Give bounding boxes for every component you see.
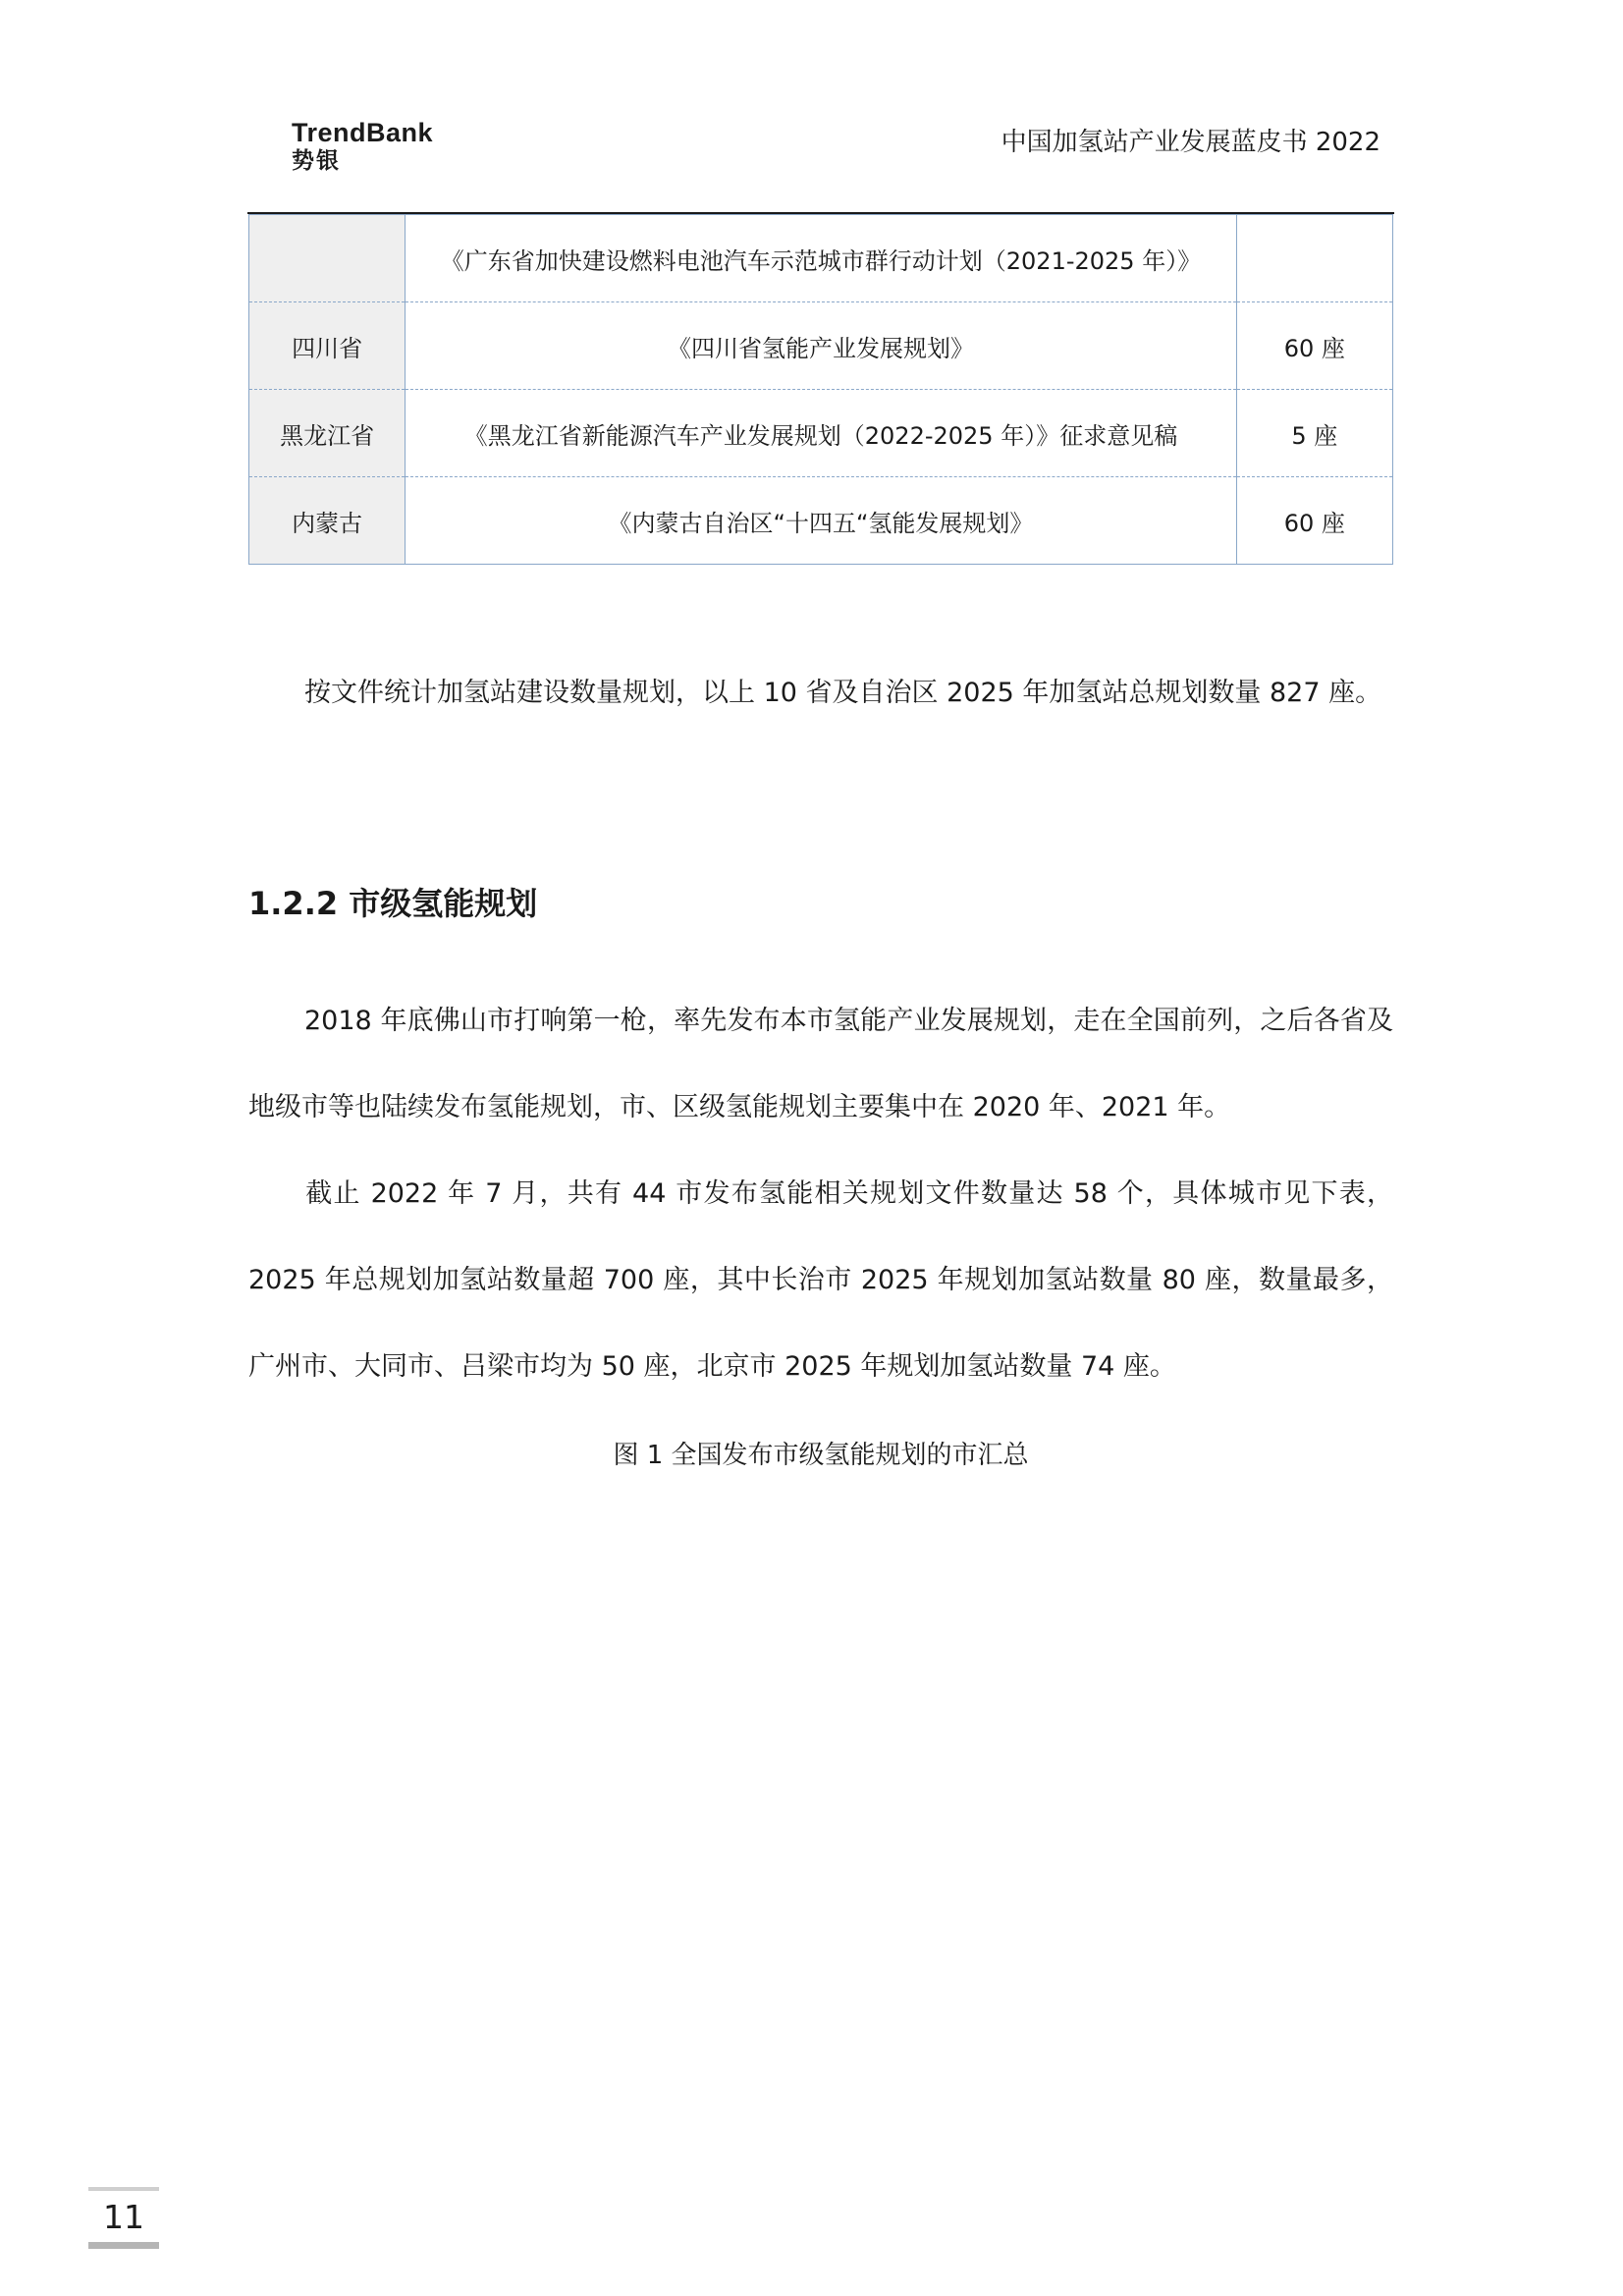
page-number: 11	[103, 2198, 144, 2236]
summary-paragraph-text: 按文件统计加氢站建设数量规划，以上 10 省及自治区 2025 年加氢站总规划数量 827 座。	[304, 678, 1382, 708]
logo-text-en: TrendBank	[292, 118, 434, 147]
figure-caption: 图 1 全国发布市级氢能规划的市汇总	[613, 1441, 1029, 1470]
station-count-cell: 60 座	[1236, 302, 1392, 390]
document-cell: 《黑龙江省新能源汽车产业发展规划（2022-2025 年）》征求意见稿	[406, 390, 1236, 477]
document-cell: 《四川省氢能产业发展规划》	[406, 302, 1236, 390]
body-paragraph	[248, 978, 1393, 1151]
page-number-bar-bottom	[88, 2242, 159, 2249]
station-count-cell: 5 座	[1236, 390, 1392, 477]
station-count-cell: 60 座	[1236, 477, 1392, 565]
document-cell: 《广东省加快建设燃料电池汽车示范城市群行动计划（2021-2025 年）》	[406, 215, 1236, 302]
summary-paragraph	[248, 650, 1393, 737]
provincial-plan-table	[248, 214, 1393, 565]
document-cell: 《内蒙古自治区“十四五“氢能发展规划》	[406, 477, 1236, 565]
province-cell: 黑龙江省	[249, 390, 406, 477]
table-row	[249, 302, 1393, 390]
body-paragraph-text: 2018 年底佛山市打响第一枪，率先发布本市氢能产业发展规划，走在全国前列，之后各省及地级市等也陆续发布氢能规划，市、区级氢能规划主要集中在 2020 年、2021 年。	[248, 1006, 1393, 1122]
logo-text-cn: 势银	[292, 148, 341, 174]
table-row	[249, 215, 1393, 302]
page-number-bar-top	[88, 2187, 159, 2191]
body-paragraph-text: 截止 2022 年 7 月，共有 44 市发布氢能相关规划文件数量达 58 个，具体城市见下表，2025 年总规划加氢站数量超 700 座，其中长治市 2025 年规划加氢站数量 80 座，数量最多，广州市、大同市、吕梁市均为 50 座，北京市 2025 年规划加氢站数量 74 座。	[248, 1178, 1393, 1382]
station-count-cell	[1236, 215, 1392, 302]
trendbank-logo	[292, 118, 433, 175]
section-heading: 1.2.2 市级氢能规划	[248, 885, 538, 922]
table-row	[249, 477, 1393, 565]
province-cell: 四川省	[249, 302, 406, 390]
document-title: 中国加氢站产业发展蓝皮书 2022	[1001, 128, 1380, 157]
table-row	[249, 390, 1393, 477]
province-cell	[249, 215, 406, 302]
body-paragraph	[248, 1151, 1393, 1410]
province-cell: 内蒙古	[249, 477, 406, 565]
